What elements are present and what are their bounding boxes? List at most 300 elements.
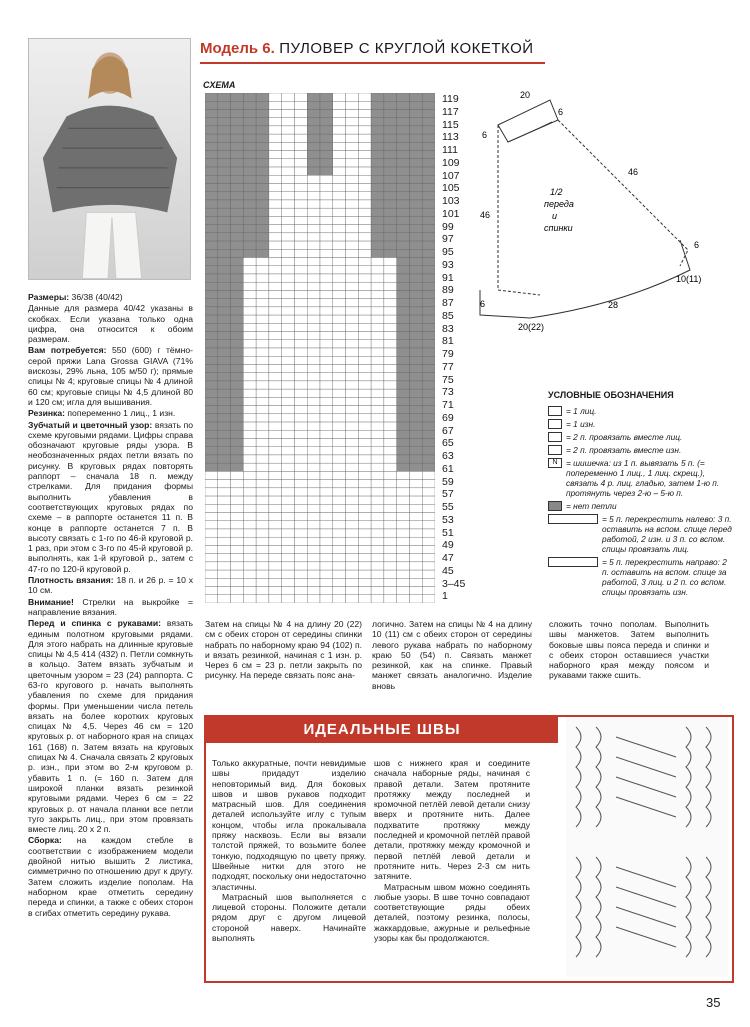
- chart-cell: [294, 175, 307, 183]
- chart-cell: [320, 364, 333, 372]
- chart-cell: [269, 364, 282, 372]
- chart-cell: [397, 151, 410, 159]
- chart-cell: [333, 389, 346, 397]
- chart-cell: [358, 406, 371, 414]
- chart-cell: [320, 241, 333, 249]
- chart-cell: [320, 348, 333, 356]
- chart-cell: [397, 159, 410, 167]
- chart-cell: [346, 274, 359, 282]
- chart-cell: [397, 529, 410, 537]
- chart-cell: [205, 151, 218, 159]
- chart-cell: [218, 307, 231, 315]
- chart-cell: [397, 562, 410, 570]
- chart-cell: [320, 340, 333, 348]
- chart-cell: [282, 109, 295, 117]
- chart-cell: [282, 587, 295, 595]
- chart-cell: [397, 397, 410, 405]
- chart-cell: [231, 126, 244, 134]
- chart-cell: [320, 463, 333, 471]
- chart-cell: [346, 422, 359, 430]
- chart-cell: [307, 373, 320, 381]
- chart-cell: [422, 175, 435, 183]
- chart-cell: [333, 381, 346, 389]
- chart-cell: [231, 307, 244, 315]
- chart-cell: [409, 513, 422, 521]
- row-number: 71: [442, 399, 454, 411]
- chart-cell: [320, 496, 333, 504]
- chart-cell: [256, 438, 269, 446]
- legend-item: [548, 406, 733, 416]
- chart-cell: [294, 430, 307, 438]
- chart-cell: [333, 151, 346, 159]
- chart-cell: [333, 266, 346, 274]
- chart-cell: [422, 109, 435, 117]
- chart-cell: [397, 463, 410, 471]
- chart-cell: [282, 463, 295, 471]
- chart-cell: [256, 323, 269, 331]
- chart-cell: [282, 438, 295, 446]
- chart-cell: [397, 241, 410, 249]
- chart-cell: [205, 488, 218, 496]
- chart-cell: [384, 521, 397, 529]
- chart-cell: [358, 381, 371, 389]
- chart-cell: [409, 159, 422, 167]
- chart-cell: [243, 249, 256, 257]
- chart-cell: [320, 356, 333, 364]
- chart-cell: [282, 126, 295, 134]
- legend-text: = 5 п. перекрестить налево: 3 п. оставить на вспом. спице перед работой, 2 изн. и 3 п. со вспом. спицы провязать лиц.: [602, 514, 732, 554]
- chart-cell: [422, 274, 435, 282]
- chart-cell: [371, 101, 384, 109]
- chart-cell: [307, 471, 320, 479]
- chart-cell: [256, 332, 269, 340]
- chart-cell: [307, 225, 320, 233]
- chart-cell: [307, 480, 320, 488]
- chart-cell: [218, 340, 231, 348]
- row-number: 57: [442, 488, 454, 501]
- chart-cell: [346, 93, 359, 101]
- chart-cell: [294, 463, 307, 471]
- chart-cell: [282, 356, 295, 364]
- chart-cell: [294, 455, 307, 463]
- chart-cell: [282, 340, 295, 348]
- chart-cell: [218, 167, 231, 175]
- chart-cell: [294, 496, 307, 504]
- chart-cell: [218, 225, 231, 233]
- chart-cell: [320, 529, 333, 537]
- chart-cell: [243, 216, 256, 224]
- row-number: 89: [442, 284, 454, 297]
- chart-cell: [397, 471, 410, 479]
- chart-cell: [231, 578, 244, 586]
- chart-cell: [333, 93, 346, 101]
- chart-cell: [269, 299, 282, 307]
- label-and: и: [552, 211, 558, 221]
- seams-text-1: Только аккуратные, почти невидимые швы придадут изделию неповторимый вид. Для боковых швов и швов рукавов подходит матрасный шов. Для соединения деталей используйте иглу с тупым концом, чтобы игла прокалывала пряжу насквозь. Если вы вязали толстой пряжей, то возьмите более тонкую, подходящую по цвету пряжу. Швейные нитки для этого не подходят, поскольку они недостаточно эластичны.: [212, 758, 366, 892]
- chart-cell: [294, 118, 307, 126]
- chart-cell: [371, 192, 384, 200]
- chart-cell: [282, 258, 295, 266]
- chart-cell: [243, 422, 256, 430]
- chart-cell: [294, 521, 307, 529]
- chart-cell: [282, 521, 295, 529]
- chart-cell: [320, 151, 333, 159]
- chart-cell: [320, 216, 333, 224]
- chart-cell: [422, 93, 435, 101]
- chart-cell: [397, 93, 410, 101]
- chart-cell: [320, 578, 333, 586]
- chart-cell: [397, 332, 410, 340]
- materials-heading: Вам потребуется:: [28, 345, 107, 356]
- chart-cell: [243, 142, 256, 150]
- chart-cell: [358, 356, 371, 364]
- row-number: 65: [442, 437, 454, 450]
- chart-cell: [384, 373, 397, 381]
- chart-cell: [384, 315, 397, 323]
- row-number: 109: [442, 156, 460, 169]
- chart-cell: [358, 578, 371, 586]
- chart-cell: [243, 529, 256, 537]
- chart-cell: [346, 216, 359, 224]
- chart-cell: [231, 348, 244, 356]
- chart-cell: [205, 430, 218, 438]
- chart-cell: [282, 159, 295, 167]
- chart-cell: [397, 340, 410, 348]
- chart-cell: [371, 570, 384, 578]
- chart-cell: [320, 455, 333, 463]
- chart-cell: [205, 118, 218, 126]
- chart-cell: [346, 101, 359, 109]
- chart-cell: [307, 142, 320, 150]
- chart-cell: [243, 323, 256, 331]
- row-number: 77: [442, 360, 454, 373]
- chart-cell: [346, 200, 359, 208]
- chart-cell: [205, 101, 218, 109]
- label-6c: 6: [694, 240, 700, 250]
- chart-cell: [371, 233, 384, 241]
- chart-cell: [269, 340, 282, 348]
- chart-cell: [409, 537, 422, 545]
- chart-cell: [346, 471, 359, 479]
- chart-cell: [256, 266, 269, 274]
- chart-cell: [231, 241, 244, 249]
- chart-cell: [294, 183, 307, 191]
- chart-cell: [358, 587, 371, 595]
- chart-cell: [218, 364, 231, 372]
- chart-cell: [218, 438, 231, 446]
- chart-cell: [307, 422, 320, 430]
- chart-cell: [422, 381, 435, 389]
- chart-cell: [218, 422, 231, 430]
- chart-cell: [307, 537, 320, 545]
- chart-cell: [218, 200, 231, 208]
- chart-cell: [231, 93, 244, 101]
- chart-cell: [256, 471, 269, 479]
- chart-cell: [294, 200, 307, 208]
- chart-cell: [320, 595, 333, 603]
- chart-cell: [256, 159, 269, 167]
- chart-cell: [320, 290, 333, 298]
- chart-cell: [282, 562, 295, 570]
- chart-grid: [205, 93, 435, 603]
- sizes-note: Данные для размера 40/42 указаны в скобках. Если указана только одна цифра, она относится к обоим размерам.: [28, 303, 193, 345]
- chart-cell: [371, 332, 384, 340]
- chart-cell: [371, 134, 384, 142]
- chart-cell: [231, 208, 244, 216]
- chart-cell: [269, 389, 282, 397]
- chart-cell: [358, 315, 371, 323]
- chart-cell: [231, 340, 244, 348]
- chart-cell: [243, 340, 256, 348]
- chart-cell: [205, 282, 218, 290]
- chart-cell: [307, 159, 320, 167]
- chart-cell: [205, 480, 218, 488]
- chart-cell: [397, 447, 410, 455]
- legend-symbol: [548, 501, 562, 511]
- chart-cell: [397, 496, 410, 504]
- chart-cell: [282, 200, 295, 208]
- chart-cell: [358, 101, 371, 109]
- chart-cell: [256, 356, 269, 364]
- chart-cell: [282, 504, 295, 512]
- chart-cell: [269, 134, 282, 142]
- chart-cell: [256, 109, 269, 117]
- chart-cell: [409, 241, 422, 249]
- chart-cell: [371, 389, 384, 397]
- chart-cell: [231, 496, 244, 504]
- chart-cell: [294, 315, 307, 323]
- chart-cell: [358, 373, 371, 381]
- chart-cell: [422, 521, 435, 529]
- chart-cell: [409, 414, 422, 422]
- chart-cell: [320, 200, 333, 208]
- chart-cell: [397, 554, 410, 562]
- chart-cell: [397, 406, 410, 414]
- chart-cell: [231, 438, 244, 446]
- legend: [548, 406, 733, 600]
- chart-cell: [371, 258, 384, 266]
- row-number: 47: [442, 552, 454, 564]
- chart-cell: [282, 471, 295, 479]
- chart-cell: [409, 504, 422, 512]
- chart-cell: [358, 438, 371, 446]
- chart-cell: [346, 175, 359, 183]
- chart-cell: [409, 381, 422, 389]
- chart-cell: [231, 274, 244, 282]
- chart-cell: [282, 241, 295, 249]
- chart-cell: [256, 241, 269, 249]
- chart-cell: [243, 109, 256, 117]
- chart-cell: [307, 340, 320, 348]
- chart-cell: [422, 258, 435, 266]
- chart-cell: [269, 200, 282, 208]
- row-number: 99: [442, 220, 454, 233]
- chart-cell: [243, 397, 256, 405]
- chart-cell: [397, 258, 410, 266]
- chart-cell: [269, 249, 282, 257]
- chart-cell: [218, 101, 231, 109]
- chart-cell: [384, 299, 397, 307]
- seams-text-2: шов с нижнего края и соедините сначала наборные ряды, начиная с правой детали. Затем протяните протяжку между последней и кромочной петлёй левой детали снизу вверх и протяните нить. Далее подхватите протяжку между последней и кромочной петлёй правой детали, протяжку между кромочной и первой петлёй левой детали и протяните нить. Через 2-3 см нить затяните.: [374, 758, 530, 882]
- chart-cell: [346, 151, 359, 159]
- chart-cell: [205, 562, 218, 570]
- chart-cell: [294, 595, 307, 603]
- chart-cell: [397, 134, 410, 142]
- chart-cell: [294, 364, 307, 372]
- chart-cell: [269, 109, 282, 117]
- chart-cell: [358, 233, 371, 241]
- label-6a: 6: [482, 130, 488, 140]
- chart-cell: [218, 323, 231, 331]
- chart-cell: [320, 521, 333, 529]
- chart-cell: [218, 299, 231, 307]
- chart-cell: [218, 356, 231, 364]
- row-number: 55: [442, 501, 454, 513]
- chart-cell: [384, 447, 397, 455]
- chart-cell: [269, 282, 282, 290]
- chart-cell: [333, 562, 346, 570]
- chart-cell: [307, 364, 320, 372]
- chart-cell: [384, 142, 397, 150]
- chart-cell: [231, 167, 244, 175]
- chart-cell: [205, 200, 218, 208]
- chart-cell: [333, 397, 346, 405]
- chart-cell: [358, 175, 371, 183]
- chart-cell: [409, 545, 422, 553]
- chart-cell: [384, 348, 397, 356]
- chart-cell: [269, 578, 282, 586]
- chart-cell: [333, 183, 346, 191]
- chart-cell: [384, 504, 397, 512]
- chart-cell: [333, 233, 346, 241]
- chart-cell: [218, 183, 231, 191]
- chart-cell: [243, 389, 256, 397]
- chart-cell: [282, 282, 295, 290]
- chart-cell: [409, 208, 422, 216]
- chart-cell: [218, 578, 231, 586]
- chart-cell: [205, 126, 218, 134]
- chart-cell: [346, 167, 359, 175]
- chart-cell: [243, 562, 256, 570]
- chart-cell: [231, 101, 244, 109]
- chart-cell: [409, 595, 422, 603]
- chart-cell: [384, 430, 397, 438]
- chart-cell: [384, 134, 397, 142]
- chart-cell: [269, 414, 282, 422]
- chart-cell: [243, 545, 256, 553]
- chart-cell: [218, 397, 231, 405]
- chart-cell: [243, 406, 256, 414]
- model-illustration: [29, 39, 190, 279]
- chart-cell: [320, 266, 333, 274]
- chart-cell: [384, 438, 397, 446]
- chart-cell: [256, 216, 269, 224]
- chart-cell: [243, 93, 256, 101]
- chart-cell: [256, 389, 269, 397]
- chart-cell: [422, 233, 435, 241]
- chart-cell: [294, 307, 307, 315]
- chart-cell: [320, 299, 333, 307]
- chart-cell: [384, 101, 397, 109]
- chart-cell: [282, 447, 295, 455]
- chart-cell: [320, 332, 333, 340]
- chart-cell: [397, 167, 410, 175]
- chart-cell: [371, 299, 384, 307]
- chart-cell: [358, 200, 371, 208]
- chart-cell: [358, 183, 371, 191]
- chart-cell: [346, 373, 359, 381]
- chart-cell: [307, 455, 320, 463]
- chart-cell: [397, 537, 410, 545]
- chart-cell: [333, 249, 346, 257]
- chart-cell: [294, 381, 307, 389]
- chart-cell: [218, 529, 231, 537]
- chart-cell: [294, 233, 307, 241]
- row-number: 107: [442, 169, 460, 182]
- chart-cell: [320, 159, 333, 167]
- chart-cell: [243, 488, 256, 496]
- chart-cell: [282, 595, 295, 603]
- chart-cell: [218, 208, 231, 216]
- chart-cell: [294, 134, 307, 142]
- chart-cell: [218, 381, 231, 389]
- chart-cell: [218, 373, 231, 381]
- chart-cell: [294, 258, 307, 266]
- chart-cell: [397, 381, 410, 389]
- chart-cell: [282, 332, 295, 340]
- chart-cell: [409, 183, 422, 191]
- row-number: 45: [442, 564, 454, 577]
- chart-cell: [409, 554, 422, 562]
- chart-cell: [282, 151, 295, 159]
- row-number: 101: [442, 207, 460, 220]
- chart-cell: [422, 134, 435, 142]
- chart-cell: [333, 101, 346, 109]
- chart-cell: [333, 373, 346, 381]
- chart-cell: [346, 208, 359, 216]
- chart-cell: [231, 545, 244, 553]
- chart-cell: [218, 496, 231, 504]
- chart-cell: [231, 455, 244, 463]
- chart-cell: [269, 307, 282, 315]
- chart-cell: [205, 332, 218, 340]
- chart-cell: [269, 496, 282, 504]
- chart-cell: [422, 249, 435, 257]
- row-number: 111: [442, 144, 458, 156]
- chart-cell: [384, 175, 397, 183]
- chart-cell: [269, 225, 282, 233]
- assembly-heading: Сборка:: [28, 835, 62, 846]
- chart-cell: [243, 192, 256, 200]
- chart-cell: [282, 134, 295, 142]
- chart-cell: [307, 488, 320, 496]
- chart-cell: [307, 570, 320, 578]
- chart-cell: [358, 529, 371, 537]
- chart-cell: [384, 192, 397, 200]
- chart-cell: [397, 200, 410, 208]
- chart-cell: [269, 175, 282, 183]
- chart-cell: [346, 562, 359, 570]
- chart-cell: [243, 290, 256, 298]
- chart-cell: [346, 307, 359, 315]
- chart-cell: [294, 348, 307, 356]
- chart-cell: [422, 414, 435, 422]
- chart-cell: [333, 422, 346, 430]
- chart-cell: [269, 562, 282, 570]
- chart-cell: [243, 578, 256, 586]
- chart-cell: [320, 562, 333, 570]
- chart-cell: [358, 504, 371, 512]
